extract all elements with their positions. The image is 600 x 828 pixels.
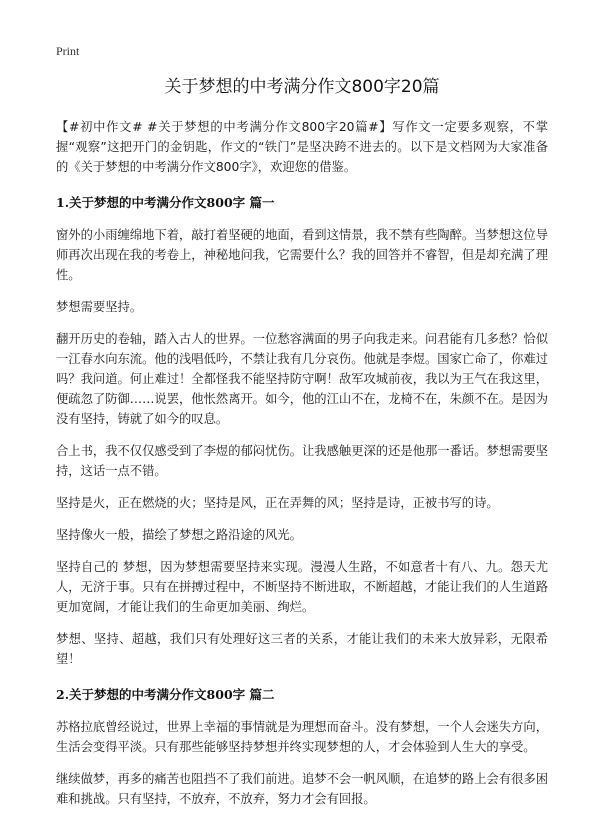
paragraph: 坚持像火一般，描绘了梦想之路沿途的风光。 (56, 528, 302, 542)
paragraph: 翻开历史的卷轴，踏入古人的世界。一位愁容满面的男子向我走来。问君能有几多愁？恰似一江春水向东流。他的浅唱低吟，不禁让我有几分哀伤。他就是李煜。国家亡命了，你难过吗？我问道。何止难过！全都怪我不能坚持防守啊！敌军攻城前夜，我以为王气在我这里，便疏忽了防御……说罢，他怅然离开。如今，他的江山不在，龙椅不在，朱颜不在。是因为没有坚持，铸就了如今的叹息。 (56, 332, 548, 426)
paragraph: 合上书，我不仅仅感受到了李煜的郁闷忧伤。让我感触更深的还是他那一番话。梦想需要坚持，这话一点不错。 (56, 444, 548, 478)
paragraph: 窗外的小雨缠绵地下着，敲打着坚硬的地面，看到这情景，我不禁有些陶醉。当梦想这位导师再次出现在我的考卷上，神秘地问我，它需要什么？我的回答并不睿智，但是却充满了理性。 (56, 228, 548, 282)
section-heading-1: 1.关于梦想的中考满分作文800字 篇一 (56, 195, 275, 210)
section-heading-2: 2.关于梦想的中考满分作文800字 篇二 (56, 687, 275, 702)
paragraph: 苏格拉底曾经说过，世界上幸福的事情就是为理想而奋斗。没有梦想，一个人会迷失方向，生活会变得平淡。只有那些能够坚持梦想并终实现梦想的人，才会体验到人生大的享受。 (56, 720, 548, 754)
paragraph: 继续做梦，再多的痛苦也阻挡不了我们前进。追梦不会一帆风顺，在追梦的路上会有很多困难和挑战。只有坚持，不放弃，不放弃，努力才会有回报。 (56, 772, 548, 806)
paragraph: 坚持自己的 梦想，因为梦想需要坚持来实现。漫漫人生路，不如意者十有八、九。怨天尤人，无济于事。只有在拼搏过程中，不断坚持不断进取，不断超越，才能让我们的人生道路更加宽阔，才能让我们的生命更加美丽、绚烂。 (56, 560, 548, 614)
paragraph: 坚持是火，正在燃烧的火；坚持是风，正在弄舞的风；坚持是诗，正被书写的诗。 (56, 496, 499, 510)
paragraph: 梦想需要坚持。 (56, 300, 143, 314)
intro-paragraph: 【#初中作文# #关于梦想的中考满分作文800字20篇#】写作文一定要多观察，不掌握“观察”这把开门的金钥匙，作文的“铁门”是坚决跨不进去的。以下是文档网为大家准备的《关于梦想的中考满分作文800字》，欢迎您的借鉴。 (56, 120, 548, 174)
print-link[interactable]: Print (56, 44, 80, 58)
document-title: 关于梦想的中考满分作文800字20篇 (164, 77, 440, 97)
paragraph: 梦想、坚持、超越，我们只有处理好这三者的关系，才能让我们的未来大放异彩，无限希望！ (56, 632, 548, 666)
